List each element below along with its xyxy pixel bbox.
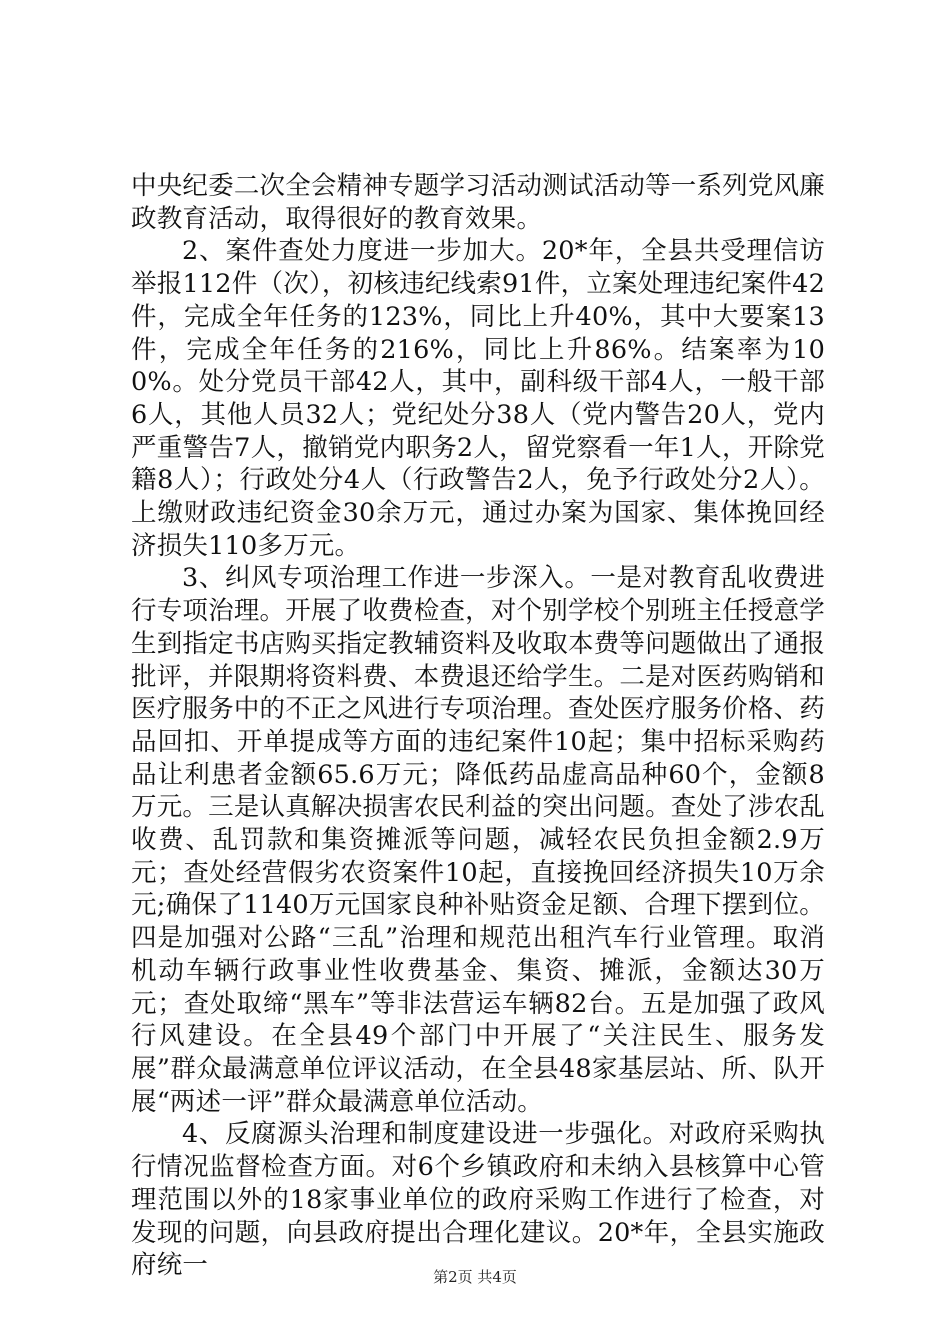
page-number-footer: 第2页 共4页: [433, 1268, 517, 1286]
document-body: [131, 170, 825, 1282]
paragraph-source-governance: 4、反腐源头治理和制度建设进一步强化。对政府采购执行情况监督检查方面。对6个乡镇政府和未纳入县核算中心管理范围以外的18家事业单位的政府采购工作进行了检查，对发现的问题，向县政府提出合理化建议。20*年，全县实施政府统一: [131, 1119, 825, 1281]
paragraph-case-investigation: 2、案件查处力度进一步加大。20*年，全县共受理信访举报112件（次），初核违纪线索91件，立案处理违纪案件42件，完成全年任务的123%，同比上升40%，其中大要案13件，完成全年任务的216%，同比上升86%。结案率为100%。处分党员干部42人，其中，副科级干部4人，一般干部6人，其他人员32人；党纪处分38人（党内警告20人，党内严重警告7人，撤销党内职务2人，留党察看一年1人，开除党籍8人）；行政处分4人（行政警告2人，免予行政处分2人）。上缴财政违纪资金30余万元，通过办案为国家、集体挽回经济损失110多万元。: [131, 236, 825, 561]
paragraph-special-rectification: 3、纠风专项治理工作进一步深入。一是对教育乱收费进行专项治理。开展了收费检查，对个别学校个别班主任授意学生到指定书店购买指定教辅资料及收取本费等问题做出了通报批评，并限期将资料费、本费退还给学生。二是对医药购销和医疗服务中的不正之风进行专项治理。查处医疗服务价格、药品回扣、开单提成等方面的违纪案件10起；集中招标采购药品让利患者金额65.6万元；降低药品虚高品种60个，金额8万元。三是认真解决损害农民利益的突出问题。查处了涉农乱收费、乱罚款和集资摊派等问题，减轻农民负担金额2.9万元；查处经营假劣农资案件10起，直接挽回经济损失10万余元;确保了1140万元国家良种补贴资金足额、合理下摆到位。四是加强对公路“三乱”治理和规范出租汽车行业管理。取消机动车辆行政事业性收费基金、集资、摊派，金额达30万元；查处取缔“黑车”等非法营运车辆82台。五是加强了政风行风建设。在全县49个部门中开展了“关注民生、服务发展”群众最满意单位评议活动，在全县48家基层站、所、队开展“两述一评”群众最满意单位活动。: [131, 563, 825, 1117]
paragraph-continuation: 中央纪委二次全会精神专题学习活动测试活动等一系列党风廉政教育活动，取得很好的教育效果。: [131, 171, 825, 234]
